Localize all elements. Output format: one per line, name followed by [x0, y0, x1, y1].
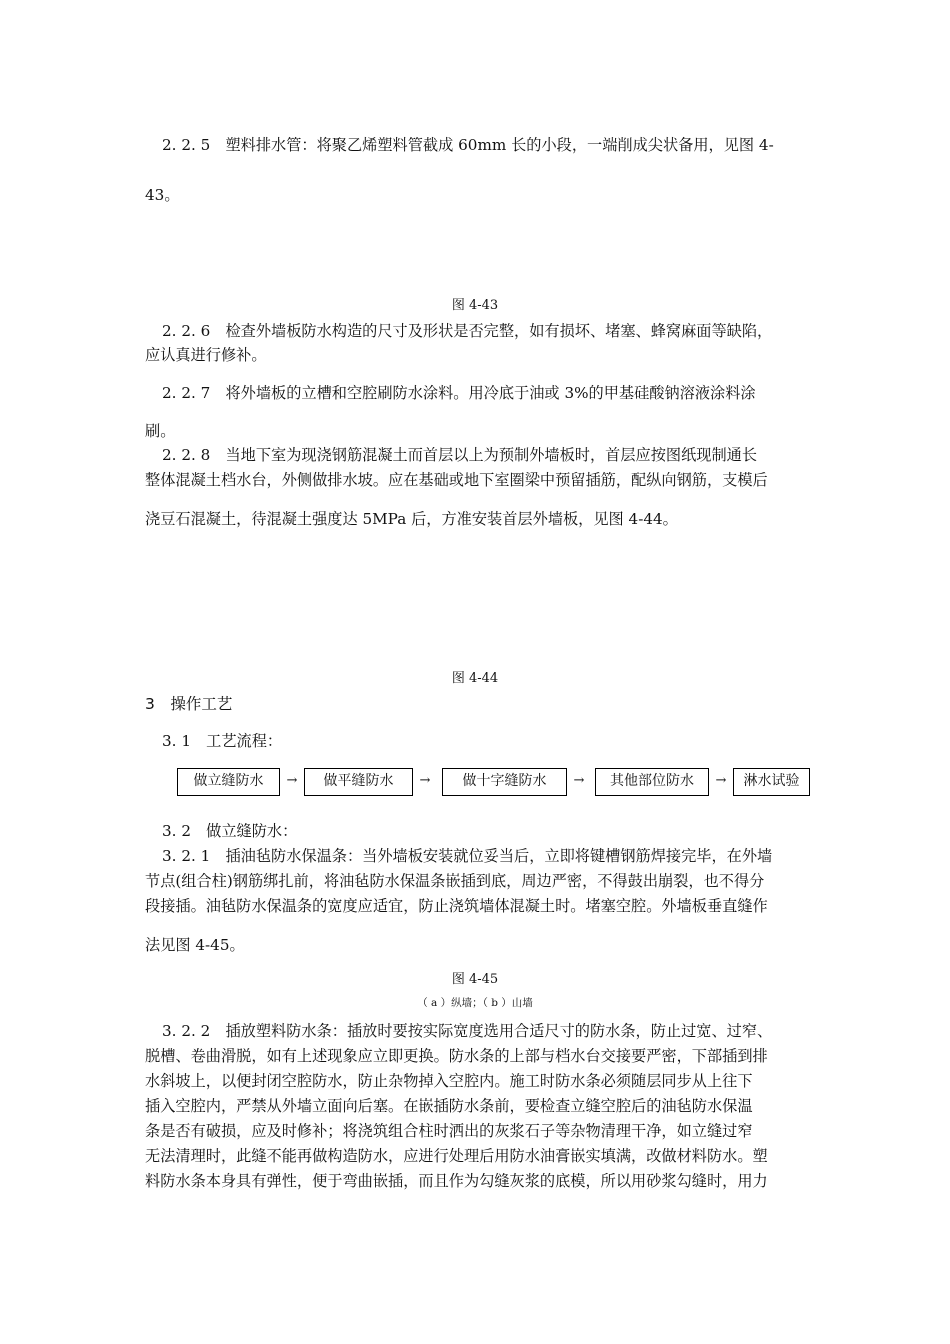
flow-step-5: 淋水试验 [733, 768, 810, 796]
flow-arrow-icon: → [715, 773, 727, 788]
para-3-2-1-line4: 法见图 4-45。 [145, 936, 245, 954]
section-heading-3: 3 操作工艺 [145, 695, 233, 713]
para-3-2-1-line1: 3. 2. 1 插油毡防水保温条：当外墙板安装就位妥当后，立即将键槽钢筋焊接完毕，在外墙 [162, 847, 773, 865]
para-3-1: 3. 1 工艺流程： [162, 732, 283, 750]
para-3-2-2-line7: 料防水条本身具有弹性，便于弯曲嵌插，而且作为勾缝灰浆的底模，所以用砂浆勾缝时，用力 [145, 1172, 768, 1190]
flow-step-1: 做立缝防水 [177, 768, 280, 796]
para-2-2-8-line3: 浇豆石混凝土，待混凝土强度达 5MPa 后，方准安装首层外墙板，见图 4-44。 [145, 510, 678, 528]
figure-4-44-caption: 图 4-44 [451, 671, 499, 686]
flow-arrow-icon: → [286, 773, 298, 788]
para-2-2-8-line1: 2. 2. 8 当地下室为现浇钢筋混凝土而首层以上为预制外墙板时，首层应按图纸现制通长 [162, 446, 758, 464]
para-3-2-2-line4: 插入空腔内，严禁从外墙立面向后塞。在嵌插防水条前，要检查立缝空腔后的油毡防水保温 [145, 1097, 753, 1115]
para-3-2-1-line3: 段接插。油毡防水保温条的宽度应适宜，防止浇筑墙体混凝土时。堵塞空腔。外墙板垂直缝作 [145, 897, 768, 915]
para-3-2-1-line2: 节点(组合柱)钢筋绑扎前，将油毡防水保温条嵌插到底，周边严密，不得鼓出崩裂，也不得分 [145, 872, 765, 890]
para-3-2-2-line1: 3. 2. 2 插放塑料防水条：插放时要按实际宽度选用合适尺寸的防水条，防止过宽、过窄、 [162, 1022, 773, 1040]
para-3-2-2-line2: 脱槽、卷曲滑脱，如有上述现象应立即更换。防水条的上部与档水台交接要严密，下部插到排 [145, 1047, 768, 1065]
flow-step-3: 做十字缝防水 [442, 768, 567, 796]
para-3-2-2-line5: 条是否有破损，应及时修补；将浇筑组合柱时洒出的灰浆石子等杂物清理干净，如立缝过窄 [145, 1122, 753, 1140]
para-2-2-6-line2: 应认真进行修补。 [145, 346, 267, 364]
figure-4-45-subcaption: （ a ）纵墙；（ b ）山墙 [417, 997, 533, 1009]
para-3-2-2-line6: 无法清理时，此缝不能再做构造防水，应进行处理后用防水油膏嵌实填满，改做材料防水。塑 [145, 1147, 768, 1165]
figure-4-43-caption: 图 4-43 [451, 298, 499, 313]
flow-arrow-icon: → [419, 773, 431, 788]
para-3-2: 3. 2 做立缝防水： [162, 822, 298, 840]
process-flowchart [177, 768, 810, 798]
figure-4-45-caption: 图 4-45 [451, 972, 499, 987]
para-2-2-6-line1: 2. 2. 6 检查外墙板防水构造的尺寸及形状是否完整，如有损坏、堵塞、蜂窝麻面等缺陷， [162, 322, 773, 340]
para-2-2-7-line1: 2. 2. 7 将外墙板的立槽和空腔刷防水涂料。用冷底于油或 3%的甲基硅酸钠溶液涂料涂 [162, 384, 756, 402]
para-3-2-2-line3: 水斜坡上，以便封闭空腔防水，防止杂物掉入空腔内。施工时防水条必须随层同步从上往下 [145, 1072, 753, 1090]
para-2-2-7-line2: 刷。 [145, 422, 176, 440]
flow-step-2: 做平缝防水 [304, 768, 413, 796]
flow-arrow-icon: → [573, 773, 585, 788]
para-2-2-8-line2: 整体混凝土档水台，外侧做排水坡。应在基础或地下室圈梁中预留插筋，配纵向钢筋，支模后 [145, 471, 768, 489]
para-2-2-5-line2: 43。 [145, 186, 180, 204]
para-2-2-5-line1: 2. 2. 5 塑料排水管：将聚乙烯塑料管截成 60mm 长的小段，一端削成尖状备用，见图 4- [162, 136, 774, 154]
flow-step-4: 其他部位防水 [595, 768, 709, 796]
